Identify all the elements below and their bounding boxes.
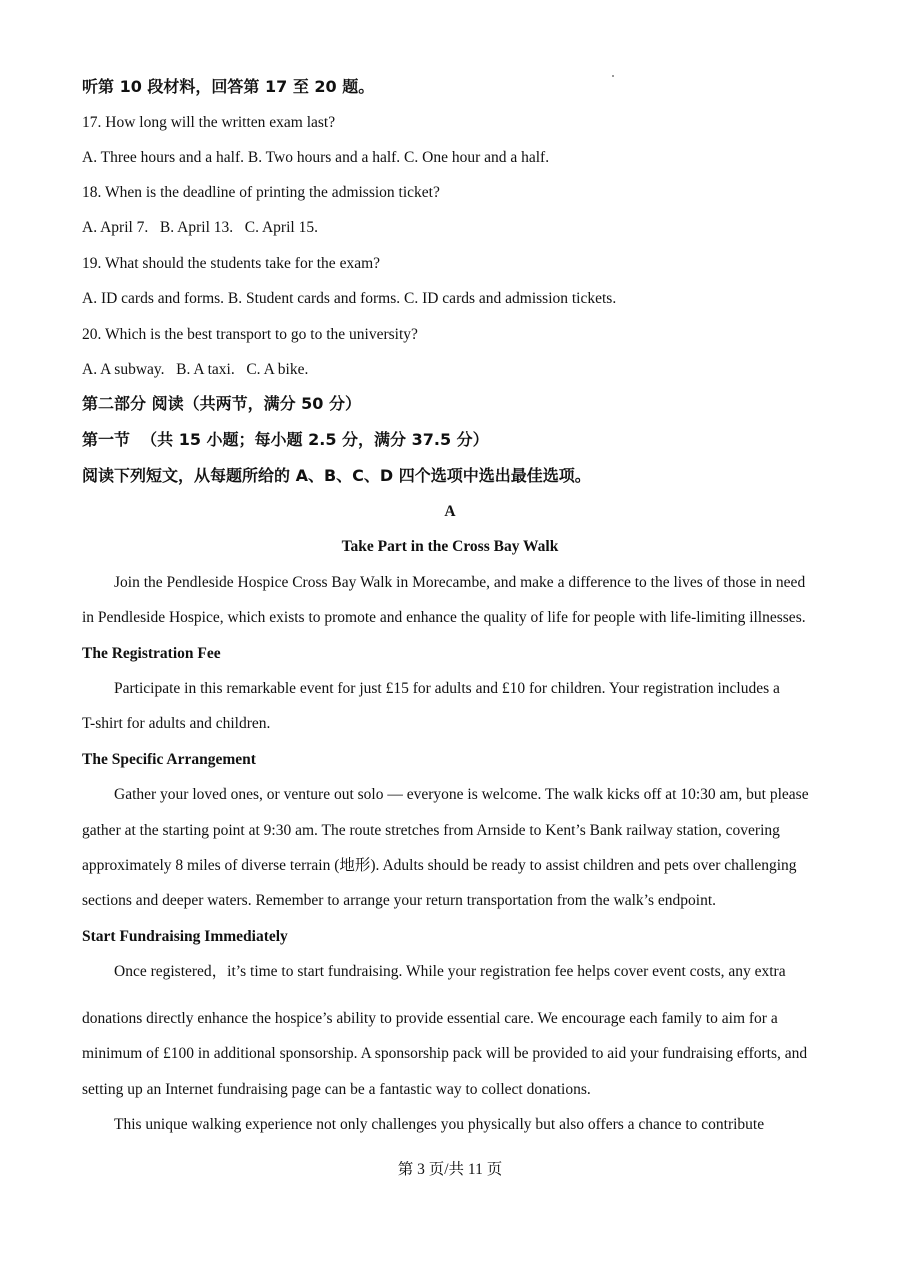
fundraising-line-3: minimum of £100 in additional sponsorship. A sponsorship pack will be provided to aid your fundraising efforts, and — [82, 1045, 808, 1062]
arrangement-heading: The Specific Arrangement — [82, 751, 256, 768]
reading-part-title: 第二部分 阅读（共两节，满分 50 分） — [82, 394, 361, 413]
fundraising-line-1: Once registered，it’s time to start fundraising. While your registration fee helps cover event costs, any extra — [114, 963, 786, 980]
question-18-stem: 18. When is the deadline of printing the admission ticket? — [82, 184, 440, 201]
reading-section-title: 第一节 （共 15 小题；每小题 2.5 分，满分 37.5 分） — [82, 430, 489, 449]
fundraising-line-4: setting up an Internet fundraising page can be a fantastic way to collect donations. — [82, 1081, 591, 1098]
reading-instruction: 阅读下列短文，从每题所给的 A、B、C、D 四个选项中选出最佳选项。 — [82, 466, 591, 485]
arrangement-line-1: Gather your loved ones, or venture out solo — everyone is welcome. The walk kicks off at 10:30 am, but please — [114, 786, 809, 803]
passage-title: Take Part in the Cross Bay Walk — [341, 538, 559, 555]
fee-heading: The Registration Fee — [82, 645, 221, 662]
arrangement-line-2: gather at the starting point at 9:30 am. The route stretches from Arnside to Kent’s Bank railway station, covering — [82, 822, 780, 839]
question-20-options: A. A subway. B. A taxi. C. A bike. — [82, 361, 309, 378]
question-20-stem: 20. Which is the best transport to go to the university? — [82, 326, 418, 343]
scan-speck — [612, 75, 614, 77]
intro-line-1: Join the Pendleside Hospice Cross Bay Walk in Morecambe, and make a difference to the lives of those in need — [114, 574, 806, 591]
question-17-options: A. Three hours and a half. B. Two hours and a half. C. One hour and a half. — [82, 149, 550, 166]
arrangement-line-4: sections and deeper waters. Remember to arrange your return transportation from the walk’s endpoint. — [82, 892, 717, 909]
fee-line-1: Participate in this remarkable event for just £15 for adults and £10 for children. Your registration includes a — [114, 680, 780, 697]
closing-line: This unique walking experience not only challenges you physically but also offers a chance to contribute — [114, 1116, 765, 1133]
fundraising-line-2: donations directly enhance the hospice’s ability to provide essential care. We encourage each family to aim for a — [82, 1010, 778, 1027]
question-19-options: A. ID cards and forms. B. Student cards and forms. C. ID cards and admission tickets. — [82, 290, 617, 307]
question-17-stem: 17. How long will the written exam last? — [82, 114, 336, 131]
question-18-options: A. April 7. B. April 13. C. April 15. — [82, 219, 318, 236]
arrangement-line-3: approximately 8 miles of diverse terrain (地形). Adults should be ready to assist children and pets over challenging — [82, 857, 797, 874]
fee-line-2: T-shirt for adults and children. — [82, 715, 271, 732]
question-19-stem: 19. What should the students take for the exam? — [82, 255, 381, 272]
listening-instruction: 听第 10 段材料，回答第 17 至 20 题。 — [82, 77, 375, 96]
intro-line-2: in Pendleside Hospice, which exists to promote and enhance the quality of life for people with life-limiting illnesses. — [82, 609, 806, 626]
page-number: 第 3 页/共 11 页 — [397, 1161, 503, 1178]
fundraising-heading: Start Fundraising Immediately — [82, 928, 288, 945]
passage-label: A — [444, 503, 456, 520]
